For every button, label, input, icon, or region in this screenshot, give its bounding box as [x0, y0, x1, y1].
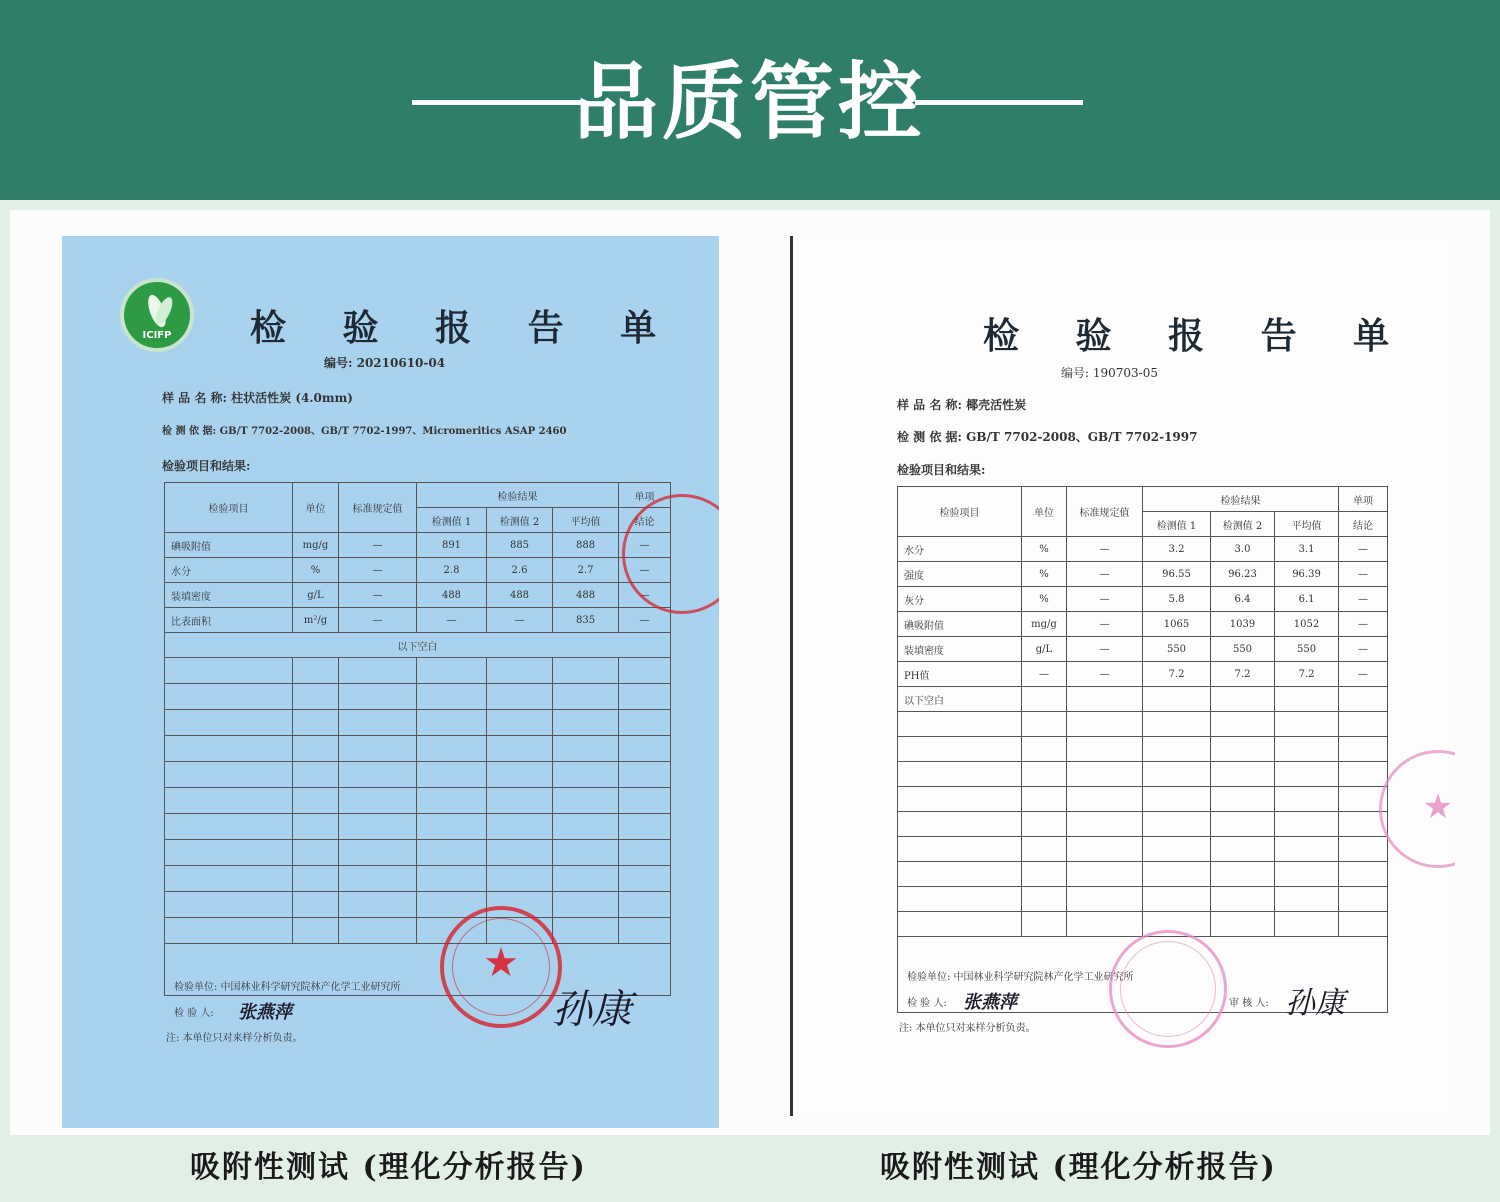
- blank-cell: [1143, 712, 1211, 737]
- cell-conclusion: —: [619, 533, 671, 558]
- blank-cell: [553, 736, 619, 762]
- cell-average: 488: [553, 583, 619, 608]
- inspector-signature: 张燕萍: [963, 992, 1017, 1013]
- blank-cell: [1067, 912, 1143, 937]
- blank-cell: [1211, 812, 1275, 837]
- cell-spec: —: [1067, 662, 1143, 687]
- cell-spec: —: [1067, 537, 1143, 562]
- header-value-1: 检测值 1: [417, 508, 487, 533]
- blank-cell: [293, 788, 339, 814]
- report-number: 编号: 190703-05: [1061, 366, 1158, 380]
- blank-cell: [165, 814, 293, 840]
- blank-cell: [417, 762, 487, 788]
- blank-cell: [619, 736, 671, 762]
- blank-cell: [619, 762, 671, 788]
- page-title: 品质管控: [573, 53, 926, 151]
- report-title: 检 验 报 告 单: [983, 315, 1412, 357]
- cell-item: 碘吸附值: [898, 612, 1022, 637]
- blank-cell: [487, 814, 553, 840]
- blank-cell: [553, 866, 619, 892]
- table-row: [898, 662, 1388, 687]
- blank-cell: [339, 710, 417, 736]
- blank-note: 以下空白: [898, 687, 1022, 712]
- cell-value-1: 3.2: [1143, 537, 1211, 562]
- cell-unit: m²/g: [293, 608, 339, 633]
- blank-cell: [417, 814, 487, 840]
- header-value-1: 检测值 1: [1143, 512, 1211, 537]
- cell-unit: %: [1022, 562, 1067, 587]
- cell-conclusion: —: [1339, 537, 1388, 562]
- cell-spec: —: [1067, 637, 1143, 662]
- cell-value-2: 2.6: [487, 558, 553, 583]
- cell-item: 装填密度: [898, 637, 1022, 662]
- cell-spec: —: [339, 583, 417, 608]
- sample-name: 样 品 名 称: 椰壳活性炭: [897, 398, 1027, 412]
- inspection-unit: 检验单位: 中国林业科学研究院林产化学工业研究所: [174, 982, 401, 993]
- blank-cell: [1067, 712, 1143, 737]
- table-row: [165, 558, 671, 583]
- logo-text: ICIFP: [142, 330, 172, 341]
- blank-cell: [417, 710, 487, 736]
- blank-cell: [293, 736, 339, 762]
- cell-average: 96.39: [1275, 562, 1339, 587]
- blank-cell: [1339, 712, 1388, 737]
- blank-table-row: [165, 840, 671, 866]
- blank-cell: [1339, 862, 1388, 887]
- blank-cell: [553, 762, 619, 788]
- blank-table-row: [898, 912, 1388, 937]
- blank-cell: [339, 892, 417, 918]
- blank-cell: [553, 710, 619, 736]
- cell-value-1: 550: [1143, 637, 1211, 662]
- blank-cell: [1067, 862, 1143, 887]
- blank-cell: [553, 788, 619, 814]
- header-item: 检验项目: [165, 483, 293, 533]
- blank-cell: [165, 658, 293, 684]
- seal-inner-ring: [1120, 941, 1216, 1037]
- blank-cell: [1022, 887, 1067, 912]
- header-spec: 标准规定值: [339, 483, 417, 533]
- cell-item: 水分: [898, 537, 1022, 562]
- blank-cell: [339, 788, 417, 814]
- blank-cell: [339, 918, 417, 944]
- blank-cell: [1143, 887, 1211, 912]
- blank-cell: [898, 912, 1022, 937]
- cell-conclusion: —: [1339, 637, 1388, 662]
- cell-spec: —: [1067, 587, 1143, 612]
- table-row: [898, 587, 1388, 612]
- cell-value-2: 488: [487, 583, 553, 608]
- blank-cell: [1022, 862, 1067, 887]
- cell-spec: —: [339, 608, 417, 633]
- blank-cell: [619, 840, 671, 866]
- blank-cell: [339, 814, 417, 840]
- cell-spec: —: [1067, 562, 1143, 587]
- cell-value-1: 891: [417, 533, 487, 558]
- cell-value-2: 96.23: [1211, 562, 1275, 587]
- side-seal-stamp: [1379, 750, 1455, 868]
- blank-cell: [553, 918, 619, 944]
- reviewer-signature: 孙康: [1285, 986, 1345, 1021]
- blank-cell: [619, 866, 671, 892]
- blank-cell: [553, 814, 619, 840]
- blank-cell: [487, 788, 553, 814]
- blank-cell: [619, 892, 671, 918]
- blank-cell: [487, 866, 553, 892]
- cell-value-2: 3.0: [1211, 537, 1275, 562]
- cell-value-1: 2.8: [417, 558, 487, 583]
- cell-item: 碘吸附值: [165, 533, 293, 558]
- blank-cell: [1022, 712, 1067, 737]
- header-single: 单项: [1339, 487, 1388, 512]
- blank-table-row: [898, 762, 1388, 787]
- cell-spec: —: [339, 533, 417, 558]
- blank-cell: [293, 710, 339, 736]
- blank-cell: [293, 814, 339, 840]
- results-table: [897, 486, 1388, 1013]
- icifp-logo: [120, 278, 194, 352]
- blank-cell: [1143, 862, 1211, 887]
- blank-cell: [165, 736, 293, 762]
- blank-cell: [1339, 887, 1388, 912]
- blank-cell: [165, 918, 293, 944]
- blank-cell: [1022, 812, 1067, 837]
- cell-average: 835: [553, 608, 619, 633]
- inspector-signature: 张燕萍: [238, 1002, 292, 1023]
- blank-cell: [1022, 737, 1067, 762]
- blank-cell: [898, 837, 1022, 862]
- cell-value-2: 6.4: [1211, 587, 1275, 612]
- table-row: [898, 537, 1388, 562]
- cell-value-1: 7.2: [1143, 662, 1211, 687]
- blank-cell: [553, 658, 619, 684]
- blank-cell: [1339, 762, 1388, 787]
- blank-cell: [487, 684, 553, 710]
- cell-conclusion: —: [1339, 662, 1388, 687]
- blank-table-row: [165, 658, 671, 684]
- blank-cell: [619, 710, 671, 736]
- official-seal-stamp: [1109, 930, 1227, 1048]
- cell-item: 比表面积: [165, 608, 293, 633]
- blank-cell: [1275, 812, 1339, 837]
- star-icon: ★: [483, 940, 519, 986]
- blank-cell: [417, 840, 487, 866]
- blank-cell: [898, 787, 1022, 812]
- blank-cell: [165, 840, 293, 866]
- blank-cell: [293, 762, 339, 788]
- cell-unit: %: [293, 558, 339, 583]
- blank-cell: [165, 684, 293, 710]
- blank-cell: [1339, 737, 1388, 762]
- blank-cell: [1339, 912, 1388, 937]
- cell-item: 灰分: [898, 587, 1022, 612]
- cell-unit: —: [1022, 662, 1067, 687]
- blank-cell: [1339, 837, 1388, 862]
- cell-value-1: 5.8: [1143, 587, 1211, 612]
- blank-table-row: [165, 710, 671, 736]
- blank-cell: [619, 658, 671, 684]
- blank-cell: [1211, 737, 1275, 762]
- blank-cell: [1275, 887, 1339, 912]
- inspector-label: 检 验 人:: [907, 998, 947, 1009]
- blank-cell: [553, 684, 619, 710]
- blank-cell: [1211, 787, 1275, 812]
- blank-cell: [1211, 862, 1275, 887]
- table-row: [898, 562, 1388, 587]
- footnote: 注: 本单位只对来样分析负责。: [166, 1033, 303, 1044]
- blank-cell: [1275, 837, 1339, 862]
- blank-cell: [293, 684, 339, 710]
- blank-cell: [165, 866, 293, 892]
- header-unit: 单位: [1022, 487, 1067, 537]
- caption-right: 吸附性测试 (理化分析报告): [880, 1150, 1277, 1185]
- header-result: 检验结果: [1143, 487, 1339, 512]
- blank-cell: [339, 736, 417, 762]
- blank-cell: [898, 812, 1022, 837]
- header-average: 平均值: [553, 508, 619, 533]
- cell-spec: —: [339, 558, 417, 583]
- cell-item: 装填密度: [165, 583, 293, 608]
- cell-value-1: 96.55: [1143, 562, 1211, 587]
- table-row: [165, 608, 671, 633]
- blank-cell: [619, 788, 671, 814]
- blank-cell: [1067, 762, 1143, 787]
- cell-unit: %: [1022, 537, 1067, 562]
- blank-table-row: [898, 737, 1388, 762]
- report-document-left: [62, 236, 719, 1128]
- cell-average: 550: [1275, 637, 1339, 662]
- items-label: 检验项目和结果:: [162, 459, 251, 473]
- blank-table-row: [898, 837, 1388, 862]
- blank-table-row: [165, 814, 671, 840]
- results-table: [164, 482, 671, 996]
- cell-conclusion: —: [619, 558, 671, 583]
- blank-cell: [1022, 762, 1067, 787]
- blank-cell: [1211, 887, 1275, 912]
- cell-average: 1052: [1275, 612, 1339, 637]
- blank-cell: [293, 892, 339, 918]
- cell-conclusion: —: [619, 608, 671, 633]
- blank-table-row: [165, 684, 671, 710]
- header-value-2: 检测值 2: [1211, 512, 1275, 537]
- blank-cell: [1275, 762, 1339, 787]
- cell-conclusion: —: [1339, 562, 1388, 587]
- blank-cell: [417, 866, 487, 892]
- blank-table-row: [898, 862, 1388, 887]
- cell-conclusion: —: [1339, 612, 1388, 637]
- cell-unit: g/L: [1022, 637, 1067, 662]
- cell-average: 3.1: [1275, 537, 1339, 562]
- header-value-2: 检测值 2: [487, 508, 553, 533]
- blank-cell: [165, 762, 293, 788]
- blank-table-row: [165, 918, 671, 944]
- blank-cell: [417, 736, 487, 762]
- header-spec: 标准规定值: [1067, 487, 1143, 537]
- cell-value-2: 7.2: [1211, 662, 1275, 687]
- official-seal-stamp: [440, 906, 562, 1028]
- caption-left: 吸附性测试 (理化分析报告): [190, 1150, 587, 1185]
- blank-table-row: [898, 712, 1388, 737]
- table-row: [898, 612, 1388, 637]
- blank-table-row: [165, 736, 671, 762]
- blank-cell: [1275, 787, 1339, 812]
- blank-cell: [553, 892, 619, 918]
- footnote: 注: 本单位只对来样分析负责。: [899, 1023, 1036, 1034]
- report-number: 编号: 20210610-04: [324, 356, 446, 370]
- blank-cell: [165, 892, 293, 918]
- blank-cell: [553, 840, 619, 866]
- blank-cell: [417, 788, 487, 814]
- header-single: 单项: [619, 483, 671, 508]
- reviewer-signature: 孙康: [552, 987, 632, 1033]
- header-unit: 单位: [293, 483, 339, 533]
- blank-cell: [1022, 837, 1067, 862]
- blank-cell: [898, 862, 1022, 887]
- cell-unit: mg/g: [1022, 612, 1067, 637]
- blank-table-row: [165, 892, 671, 918]
- report-document-right: [790, 236, 1455, 1116]
- blank-cell: [487, 658, 553, 684]
- header-item: 检验项目: [898, 487, 1022, 537]
- header-conclusion: 结论: [619, 508, 671, 533]
- cell-average: 888: [553, 533, 619, 558]
- blank-cell: [1067, 737, 1143, 762]
- cell-value-2: 885: [487, 533, 553, 558]
- cell-spec: —: [1067, 612, 1143, 637]
- blank-cell: [1067, 812, 1143, 837]
- table-row: [898, 637, 1388, 662]
- reviewer-label: 审 核 人:: [1229, 998, 1269, 1009]
- cell-item: 水分: [165, 558, 293, 583]
- header-conclusion: 结论: [1339, 512, 1388, 537]
- blank-cell: [1211, 762, 1275, 787]
- cell-item: PH值: [898, 662, 1022, 687]
- blank-cell: [1067, 787, 1143, 812]
- report-title: 检 验 报 告 单: [250, 307, 679, 349]
- inspector-label: 检 验 人:: [174, 1008, 214, 1019]
- blank-cell: [1143, 737, 1211, 762]
- cell-value-1: —: [417, 608, 487, 633]
- blank-table-row: [165, 788, 671, 814]
- cell-average: 7.2: [1275, 662, 1339, 687]
- blank-cell: [1067, 887, 1143, 912]
- blank-cell: [1275, 862, 1339, 887]
- blank-rows: [898, 712, 1388, 937]
- blank-cell: [417, 684, 487, 710]
- cell-value-1: 488: [417, 583, 487, 608]
- cell-item: 强度: [898, 562, 1022, 587]
- cell-unit: g/L: [293, 583, 339, 608]
- blank-table-row: [898, 787, 1388, 812]
- blank-cell: [1067, 837, 1143, 862]
- blank-cell: [1143, 762, 1211, 787]
- cell-value-2: 1039: [1211, 612, 1275, 637]
- blank-cell: [165, 710, 293, 736]
- blank-cell: [898, 737, 1022, 762]
- blank-cell: [417, 658, 487, 684]
- blank-cell: [1022, 787, 1067, 812]
- blank-cell: [293, 866, 339, 892]
- blank-rows: [165, 658, 671, 944]
- blank-cell: [898, 762, 1022, 787]
- table-row: [165, 533, 671, 558]
- blank-cell: [1143, 837, 1211, 862]
- items-label: 检验项目和结果:: [897, 463, 986, 477]
- blank-cell: [293, 840, 339, 866]
- inspection-unit: 检验单位: 中国林业科学研究院林产化学工业研究所: [907, 972, 1134, 983]
- blank-cell: [619, 918, 671, 944]
- blank-cell: [487, 840, 553, 866]
- blank-cell: [339, 840, 417, 866]
- blank-cell: [1143, 812, 1211, 837]
- blank-cell: [1211, 712, 1275, 737]
- blank-cell: [1022, 912, 1067, 937]
- header-average: 平均值: [1275, 512, 1339, 537]
- cell-value-1: 1065: [1143, 612, 1211, 637]
- blank-cell: [619, 684, 671, 710]
- blank-cell: [1211, 912, 1275, 937]
- blank-table-row: [898, 812, 1388, 837]
- cell-average: 2.7: [553, 558, 619, 583]
- blank-cell: [339, 684, 417, 710]
- test-standard: 检 测 依 据: GB/T 7702-2008、GB/T 7702-1997、Micromeritics ASAP 2460: [162, 426, 567, 437]
- blank-cell: [1143, 787, 1211, 812]
- cell-unit: %: [1022, 587, 1067, 612]
- blank-cell: [293, 658, 339, 684]
- test-standard: 检 测 依 据: GB/T 7702-2008、GB/T 7702-1997: [897, 430, 1198, 444]
- blank-cell: [898, 712, 1022, 737]
- cell-value-2: 550: [1211, 637, 1275, 662]
- blank-cell: [165, 788, 293, 814]
- header-result: 检验结果: [417, 483, 619, 508]
- blank-table-row: [165, 866, 671, 892]
- sample-name: 样 品 名 称: 柱状活性炭 (4.0mm): [162, 391, 353, 405]
- blank-cell: [487, 762, 553, 788]
- blank-cell: [487, 736, 553, 762]
- blank-cell: [293, 918, 339, 944]
- blank-cell: [1275, 912, 1339, 937]
- blank-cell: [339, 866, 417, 892]
- cell-unit: mg/g: [293, 533, 339, 558]
- blank-table-row: [898, 887, 1388, 912]
- blank-cell: [619, 814, 671, 840]
- blank-cell: [1275, 712, 1339, 737]
- cell-average: 6.1: [1275, 587, 1339, 612]
- blank-cell: [1211, 837, 1275, 862]
- blank-table-row: [165, 762, 671, 788]
- table-row: [165, 583, 671, 608]
- cell-conclusion: —: [1339, 587, 1388, 612]
- blank-cell: [1275, 737, 1339, 762]
- star-icon: ★: [1422, 787, 1454, 827]
- blank-cell: [487, 710, 553, 736]
- blank-cell: [898, 887, 1022, 912]
- blank-cell: [339, 658, 417, 684]
- blank-cell: [339, 762, 417, 788]
- cell-conclusion: —: [619, 583, 671, 608]
- blank-note: 以下空白: [165, 633, 671, 658]
- cell-value-2: —: [487, 608, 553, 633]
